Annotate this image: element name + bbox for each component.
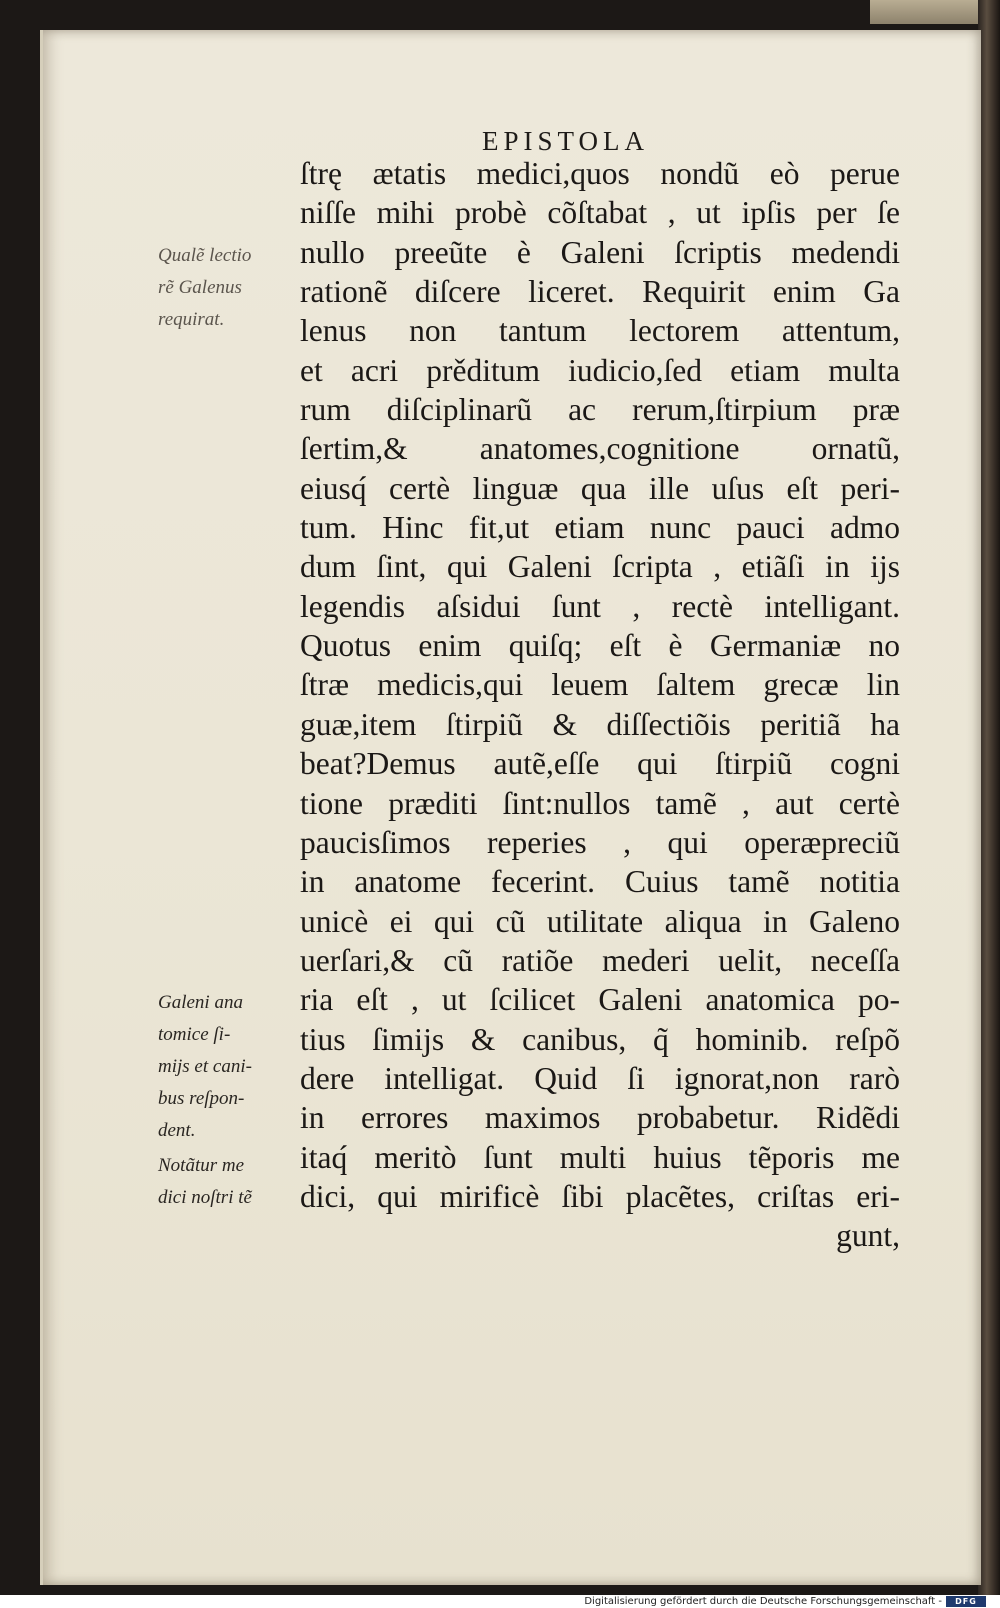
text-line: ſtrę ætatis medici,quos nondũ eò perue bbox=[300, 156, 900, 191]
text-line: et acri prěditum iudicio,ſed etiam multa bbox=[300, 352, 900, 388]
text-line: eiusq́ certè linguæ qua ille uſus eſt peri- bbox=[300, 470, 900, 506]
text-line: rationẽ diſcere liceret. Requirit enim Ga bbox=[300, 274, 900, 310]
body-text bbox=[300, 154, 900, 1256]
text-line: ſtræ medicis,qui leuem ſaltem grecæ lin bbox=[300, 667, 900, 703]
text-line: dici, qui mirificè ſibi placẽtes, criſtas eri- bbox=[300, 1178, 900, 1214]
text-line: tius ſimijs & canibus, q̃ hominib. reſpõ bbox=[300, 1021, 900, 1057]
marginal-line: rẽ Galenus bbox=[158, 277, 242, 298]
text-line: niſſe mihi probè cõſtabat , ut ipſis per ſe bbox=[300, 195, 900, 231]
text-line: tum. Hinc fit,ut etiam nunc pauci admo bbox=[300, 510, 900, 546]
marginal-note-3 bbox=[158, 1150, 290, 1214]
text-line: ſertim,& anatomes,cognitione ornatũ, bbox=[300, 431, 900, 467]
text-line: dum ſint, qui Galeni ſcripta , etiãſi in ijs bbox=[300, 549, 900, 585]
catchword: gunt, bbox=[836, 1218, 900, 1254]
text-line: guæ,item ſtirpiũ & diſſectiõis peritiã ha bbox=[300, 706, 900, 742]
text-line: paucisſimos reperies , qui operæpreciũ bbox=[300, 824, 900, 860]
running-head: EPISTOLA bbox=[482, 126, 650, 156]
marginal-line: dici noſtri tẽ bbox=[158, 1187, 252, 1208]
marginal-line: dent. bbox=[158, 1120, 196, 1141]
text-line: in errores maximos probabetur. Ridẽdi bbox=[300, 1100, 900, 1136]
marginal-note-1 bbox=[158, 240, 290, 336]
text-line: tione præditi ſint:nullos tamẽ , aut certè bbox=[300, 785, 900, 821]
text-line: dere intelligat. Quid ſi ignorat,non rarò bbox=[300, 1060, 900, 1096]
text-line: unicè ei qui cũ utilitate aliqua in Galeno bbox=[300, 903, 900, 939]
footer-bar bbox=[0, 1595, 1000, 1608]
marginal-line: mijs et cani- bbox=[158, 1056, 252, 1077]
text-line: itaq́ meritò ſunt multi huius tẽporis me bbox=[300, 1139, 900, 1175]
marginal-line: Galeni ana bbox=[158, 992, 243, 1013]
text-line: Quotus enim quiſq; eſt è Germaniæ no bbox=[300, 628, 900, 664]
marginal-line: Notãtur me bbox=[158, 1155, 245, 1176]
text-line: rum diſciplinarũ ac rerum,ſtirpium præ bbox=[300, 392, 900, 428]
text-line: lenus non tantum lectorem attentum, bbox=[300, 313, 900, 349]
marginal-line: requirat. bbox=[158, 309, 225, 330]
dfg-logo: DFG bbox=[946, 1596, 986, 1607]
text-line: in anatome fecerint. Cuius tamẽ notitia bbox=[300, 864, 900, 900]
text-line: uerſari,& cũ ratiõe mederi uelit, neceſſa bbox=[300, 942, 900, 978]
marginal-note-2 bbox=[158, 987, 290, 1147]
text-line: legendis aſsidui ſunt , rectè intelligant. bbox=[300, 588, 900, 624]
marginal-line: bus reſpon- bbox=[158, 1088, 245, 1109]
funding-credit: Digitalisierung gefördert durch die Deutsche Forschungsgemeinschaft - bbox=[584, 1596, 942, 1607]
next-page-edge bbox=[870, 0, 978, 24]
text-line: beat?Demus autẽ,eſſe qui ſtirpiũ cogni bbox=[300, 746, 900, 782]
text-line: ria eſt , ut ſcilicet Galeni anatomica po- bbox=[300, 982, 900, 1018]
text-line: nullo preeũte è Galeni ſcriptis medendi bbox=[300, 234, 900, 270]
book-spine-edge bbox=[978, 0, 1000, 1595]
marginal-line: tomice ſi- bbox=[158, 1024, 231, 1045]
marginal-line: Qualẽ lectio bbox=[158, 245, 252, 266]
